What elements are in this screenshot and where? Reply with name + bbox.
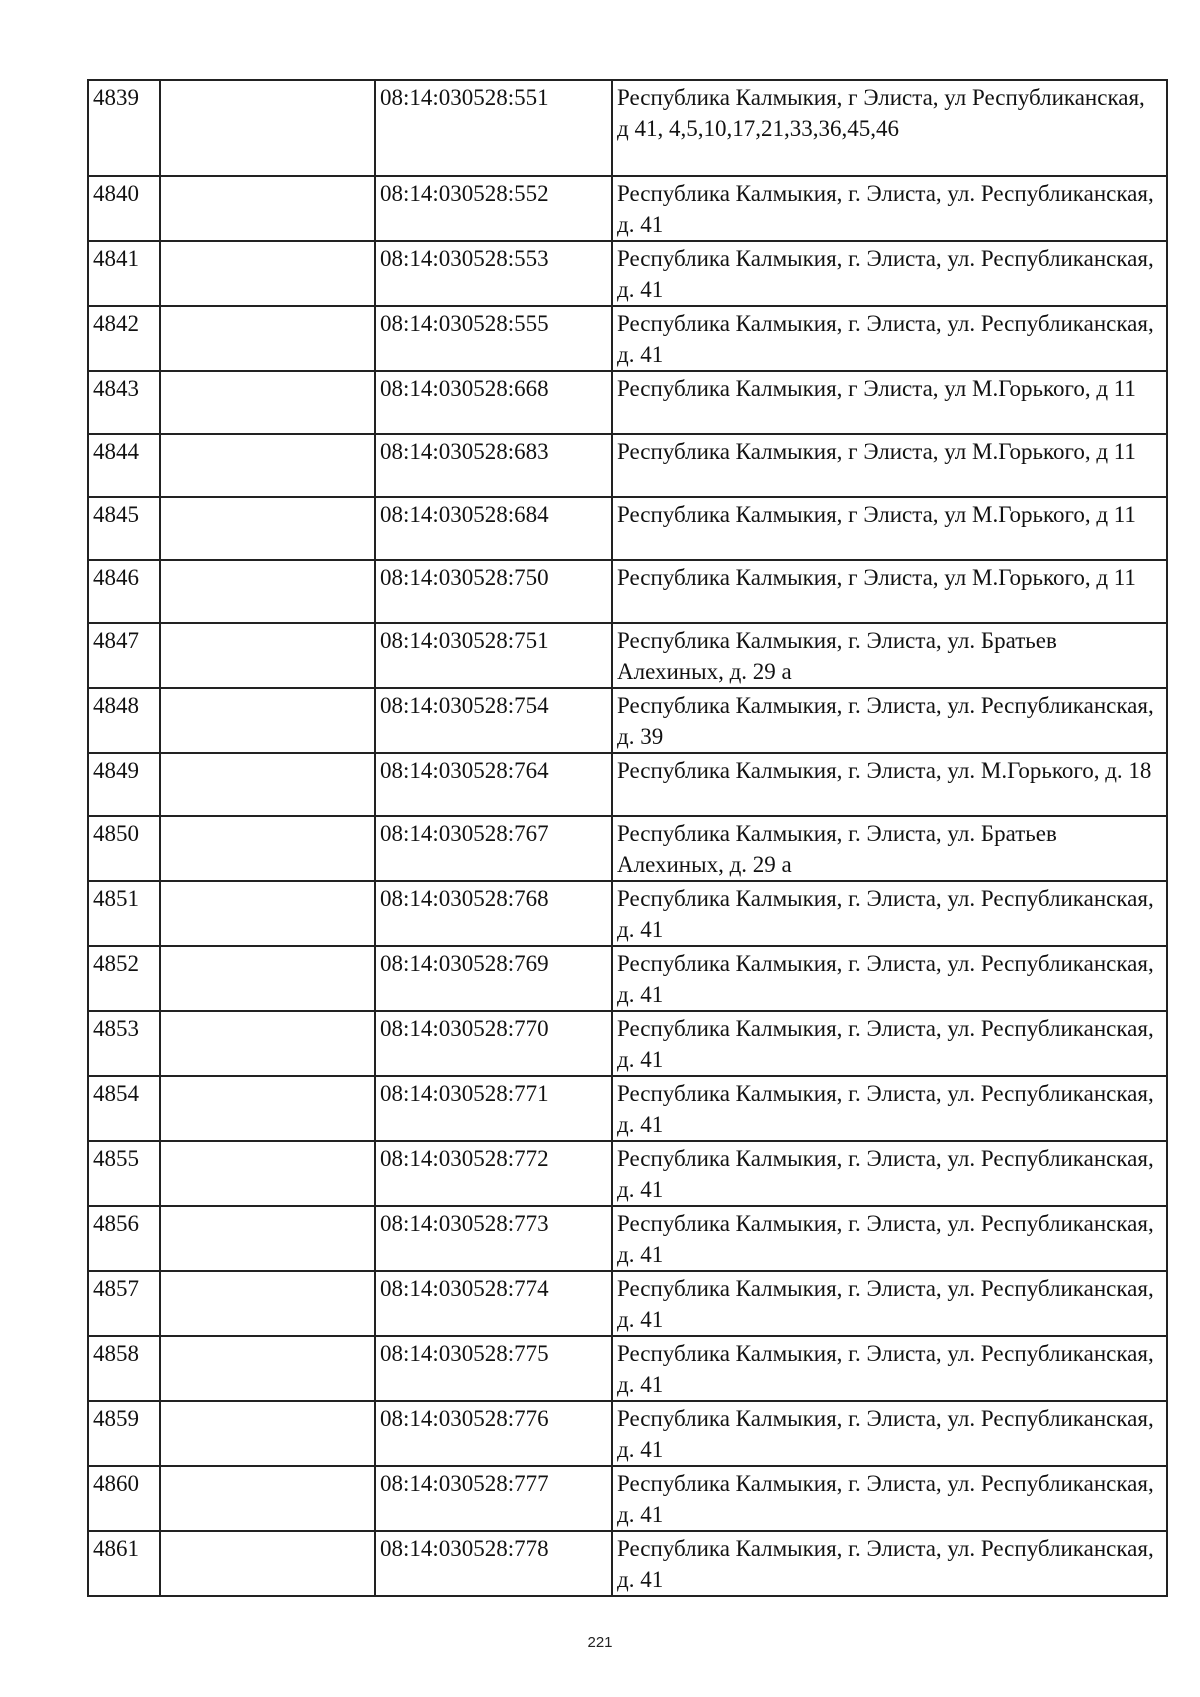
table-row [88,1206,1167,1271]
row-number-cell: 4856 [88,1206,160,1271]
cadastral-number-cell: 08:14:030528:771 [375,1076,612,1141]
row-number-cell: 4848 [88,688,160,753]
cadastral-number-cell: 08:14:030528:684 [375,497,612,560]
table-row [88,1466,1167,1531]
row-number-cell: 4840 [88,176,160,241]
registry-table-body [88,80,1167,1596]
address-cell: Республика Калмыкия, г. Элиста, ул. Республиканская, д. 41 [612,1076,1167,1141]
address-cell: Республика Калмыкия, г. Элиста, ул. Республиканская, д. 41 [612,1206,1167,1271]
table-row [88,1141,1167,1206]
owner-cell [160,753,375,816]
cadastral-number-cell: 08:14:030528:777 [375,1466,612,1531]
cadastral-number-cell: 08:14:030528:774 [375,1271,612,1336]
cadastral-number-cell: 08:14:030528:764 [375,753,612,816]
table-row [88,176,1167,241]
address-cell: Республика Калмыкия, г. Элиста, ул. Республиканская, д. 41 [612,881,1167,946]
address-cell: Республика Калмыкия, г. Элиста, ул. Республиканская, д. 41 [612,1401,1167,1466]
table-row [88,1271,1167,1336]
table-row [88,688,1167,753]
table-row [88,560,1167,623]
table-row [88,623,1167,688]
address-cell: Республика Калмыкия, г. Элиста, ул. Республиканская, д. 41 [612,1271,1167,1336]
cadastral-number-cell: 08:14:030528:770 [375,1011,612,1076]
row-number-cell: 4859 [88,1401,160,1466]
address-cell: Республика Калмыкия, г. Элиста, ул. Республиканская, д. 41 [612,1336,1167,1401]
cadastral-number-cell: 08:14:030528:751 [375,623,612,688]
row-number-cell: 4851 [88,881,160,946]
owner-cell [160,241,375,306]
row-number-cell: 4841 [88,241,160,306]
cadastral-number-cell: 08:14:030528:553 [375,241,612,306]
owner-cell [160,1336,375,1401]
address-cell: Республика Калмыкия, г Элиста, ул М.Горького, д 11 [612,560,1167,623]
table-row [88,1401,1167,1466]
address-cell: Республика Калмыкия, г. Элиста, ул. Республиканская, д. 41 [612,946,1167,1011]
row-number-cell: 4855 [88,1141,160,1206]
owner-cell [160,946,375,1011]
cadastral-number-cell: 08:14:030528:551 [375,80,612,176]
owner-cell [160,1401,375,1466]
owner-cell [160,497,375,560]
owner-cell [160,306,375,371]
row-number-cell: 4842 [88,306,160,371]
owner-cell [160,371,375,434]
row-number-cell: 4857 [88,1271,160,1336]
cadastral-number-cell: 08:14:030528:775 [375,1336,612,1401]
table-row [88,434,1167,497]
cadastral-number-cell: 08:14:030528:668 [375,371,612,434]
table-row [88,241,1167,306]
row-number-cell: 4861 [88,1531,160,1596]
address-cell: Республика Калмыкия, г. Элиста, ул. М.Горького, д. 18 [612,753,1167,816]
row-number-cell: 4847 [88,623,160,688]
cadastral-number-cell: 08:14:030528:769 [375,946,612,1011]
cadastral-number-cell: 08:14:030528:773 [375,1206,612,1271]
owner-cell [160,80,375,176]
cadastral-number-cell: 08:14:030528:768 [375,881,612,946]
row-number-cell: 4844 [88,434,160,497]
address-cell: Республика Калмыкия, г. Элиста, ул. Республиканская, д. 41 [612,1011,1167,1076]
address-cell: Республика Калмыкия, г Элиста, ул М.Горького, д 11 [612,497,1167,560]
row-number-cell: 4846 [88,560,160,623]
owner-cell [160,1531,375,1596]
address-cell: Республика Калмыкия, г. Элиста, ул. Республиканская, д. 39 [612,688,1167,753]
row-number-cell: 4849 [88,753,160,816]
row-number-cell: 4853 [88,1011,160,1076]
address-cell: Республика Калмыкия, г Элиста, ул Республиканская, д 41, 4,5,10,17,21,33,36,45,46 [612,80,1167,176]
table-row [88,80,1167,176]
cadastral-number-cell: 08:14:030528:552 [375,176,612,241]
table-row [88,816,1167,881]
owner-cell [160,816,375,881]
cadastral-number-cell: 08:14:030528:750 [375,560,612,623]
row-number-cell: 4845 [88,497,160,560]
cadastral-number-cell: 08:14:030528:754 [375,688,612,753]
cadastral-number-cell: 08:14:030528:767 [375,816,612,881]
table-row [88,371,1167,434]
table-row [88,1531,1167,1596]
table-row [88,306,1167,371]
owner-cell [160,560,375,623]
table-row [88,881,1167,946]
table-row [88,1336,1167,1401]
table-row [88,946,1167,1011]
table-row [88,753,1167,816]
cadastral-number-cell: 08:14:030528:778 [375,1531,612,1596]
owner-cell [160,1466,375,1531]
address-cell: Республика Калмыкия, г Элиста, ул М.Горького, д 11 [612,371,1167,434]
address-cell: Республика Калмыкия, г. Элиста, ул. Республиканская, д. 41 [612,1531,1167,1596]
table-row [88,497,1167,560]
cadastral-number-cell: 08:14:030528:683 [375,434,612,497]
page-number: 221 [587,1634,613,1651]
row-number-cell: 4839 [88,80,160,176]
owner-cell [160,1271,375,1336]
table-row [88,1076,1167,1141]
address-cell: Республика Калмыкия, г. Элиста, ул. Республиканская, д. 41 [612,241,1167,306]
owner-cell [160,688,375,753]
address-cell: Республика Калмыкия, г. Элиста, ул. Братьев Алехиных, д. 29 а [612,623,1167,688]
registry-table [87,79,1168,1597]
address-cell: Республика Калмыкия, г. Элиста, ул. Республиканская, д. 41 [612,306,1167,371]
owner-cell [160,1076,375,1141]
row-number-cell: 4858 [88,1336,160,1401]
address-cell: Республика Калмыкия, г. Элиста, ул. Республиканская, д. 41 [612,1141,1167,1206]
address-cell: Республика Калмыкия, г. Элиста, ул. Братьев Алехиных, д. 29 а [612,816,1167,881]
cadastral-number-cell: 08:14:030528:772 [375,1141,612,1206]
owner-cell [160,623,375,688]
cadastral-number-cell: 08:14:030528:776 [375,1401,612,1466]
address-cell: Республика Калмыкия, г. Элиста, ул. Республиканская, д. 41 [612,1466,1167,1531]
owner-cell [160,881,375,946]
row-number-cell: 4850 [88,816,160,881]
table-row [88,1011,1167,1076]
row-number-cell: 4852 [88,946,160,1011]
owner-cell [160,1011,375,1076]
owner-cell [160,176,375,241]
row-number-cell: 4854 [88,1076,160,1141]
row-number-cell: 4843 [88,371,160,434]
address-cell: Республика Калмыкия, г. Элиста, ул. Республиканская, д. 41 [612,176,1167,241]
cadastral-number-cell: 08:14:030528:555 [375,306,612,371]
owner-cell [160,434,375,497]
row-number-cell: 4860 [88,1466,160,1531]
owner-cell [160,1206,375,1271]
owner-cell [160,1141,375,1206]
address-cell: Республика Калмыкия, г Элиста, ул М.Горького, д 11 [612,434,1167,497]
